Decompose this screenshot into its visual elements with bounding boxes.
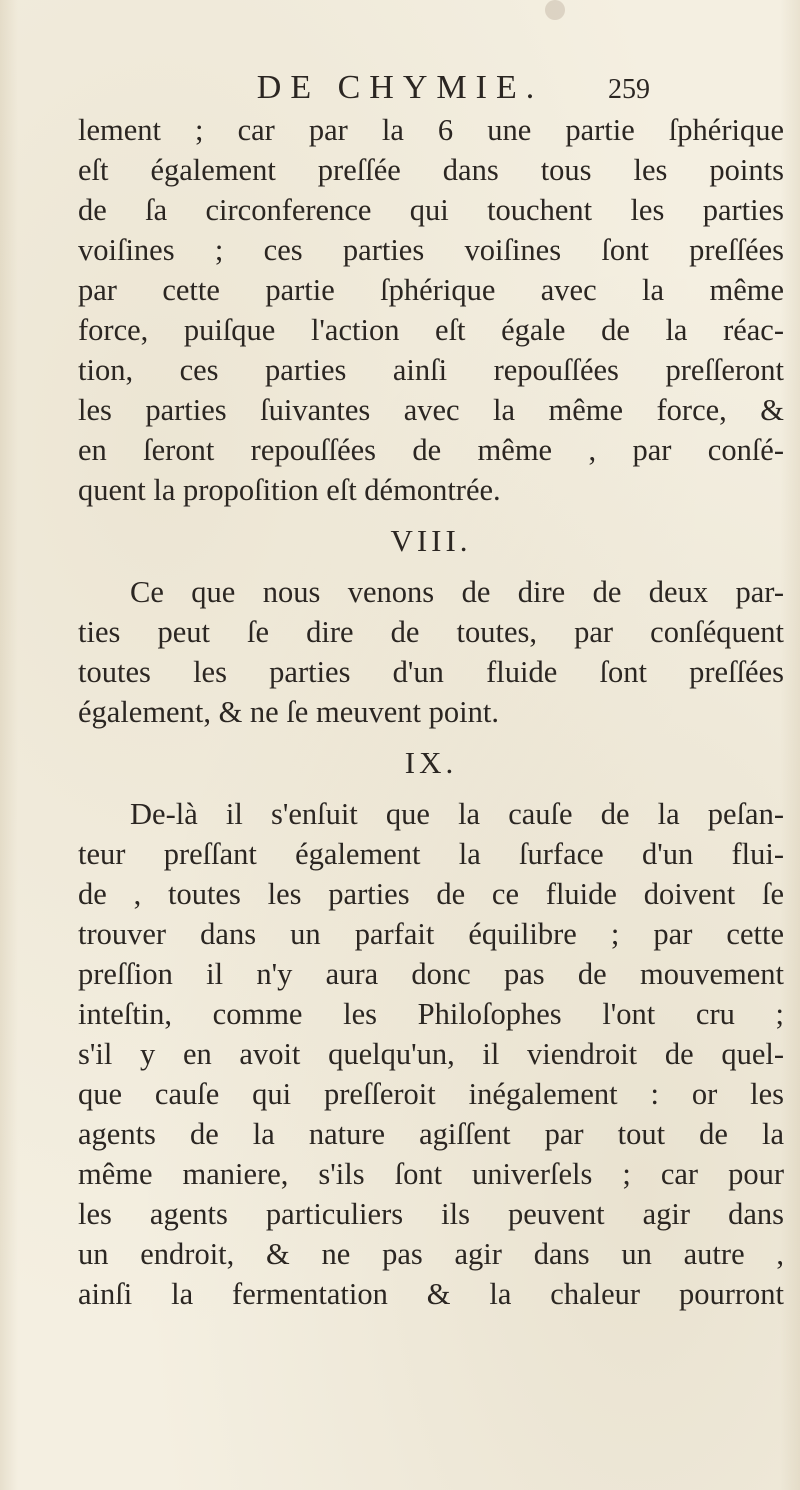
text-line: par cette partie ſphérique avec la même (78, 273, 784, 307)
text-line: de , toutes les parties de ce fluide doivent ſe (78, 877, 784, 911)
paragraph-continuation (78, 110, 784, 510)
running-head (0, 68, 800, 108)
text-line: lement ; car par la 6 une partie ſphérique (78, 113, 784, 147)
text-line: toutes les parties d'un fluide ſont preſſées (78, 655, 784, 689)
text-line: voiſines ; ces parties voiſines ſont preſſées (78, 233, 784, 267)
text-line: De-là il s'enſuit que la cauſe de la peſan- (130, 797, 784, 831)
text-line: teur preſſant également la ſurface d'un flui- (78, 837, 784, 871)
paragraph-ix (78, 794, 784, 1314)
text-line: tion, ces parties ainſi repouſſées preſſeront (78, 353, 784, 387)
text-line: eſt également preſſée dans tous les points (78, 153, 784, 187)
text-line: quent la propoſition eſt démontrée. (78, 473, 501, 507)
text-line: un endroit, & ne pas agir dans un autre , (78, 1237, 784, 1271)
text-line: de ſa circonference qui touchent les parties (78, 193, 784, 227)
text-line: ties peut ſe dire de toutes, par conſéquent (78, 615, 784, 649)
text-line: agents de la nature agiſſent par tout de la (78, 1117, 784, 1151)
paper-stain (545, 0, 565, 20)
text-line: les agents particuliers ils peuvent agir dans (78, 1197, 784, 1231)
text-line: trouver dans un parfait équilibre ; par cette (78, 917, 784, 951)
text-line: également, & ne ſe meuvent point. (78, 695, 499, 729)
paragraph-viii (78, 572, 784, 732)
section-heading-viii: VIII. (390, 523, 472, 558)
text-line: Ce que nous venons de dire de deux par- (130, 575, 784, 609)
section-heading-ix: IX. (404, 745, 458, 780)
text-line: même maniere, s'ils ſont univerſels ; car pour (78, 1157, 784, 1191)
text-line: force, puiſque l'action eſt égale de la réac- (78, 313, 784, 347)
text-block (78, 110, 784, 1314)
text-line: que cauſe qui preſſeroit inégalement : or les (78, 1077, 784, 1111)
text-line: en ſeront repouſſées de même , par conſé- (78, 433, 784, 467)
page-number: 259 (608, 74, 650, 105)
text-line: inteſtin, comme les Philoſophes l'ont cru ; (78, 997, 784, 1031)
text-line: s'il y en avoit quelqu'un, il viendroit de quel- (78, 1037, 784, 1071)
text-line: les parties ſuivantes avec la même force, & (78, 393, 784, 427)
running-title: DE CHYMIE. (256, 69, 544, 106)
text-line: ainſi la fermentation & la chaleur pourront (78, 1277, 784, 1311)
text-line: preſſion il n'y aura donc pas de mouvement (78, 957, 784, 991)
